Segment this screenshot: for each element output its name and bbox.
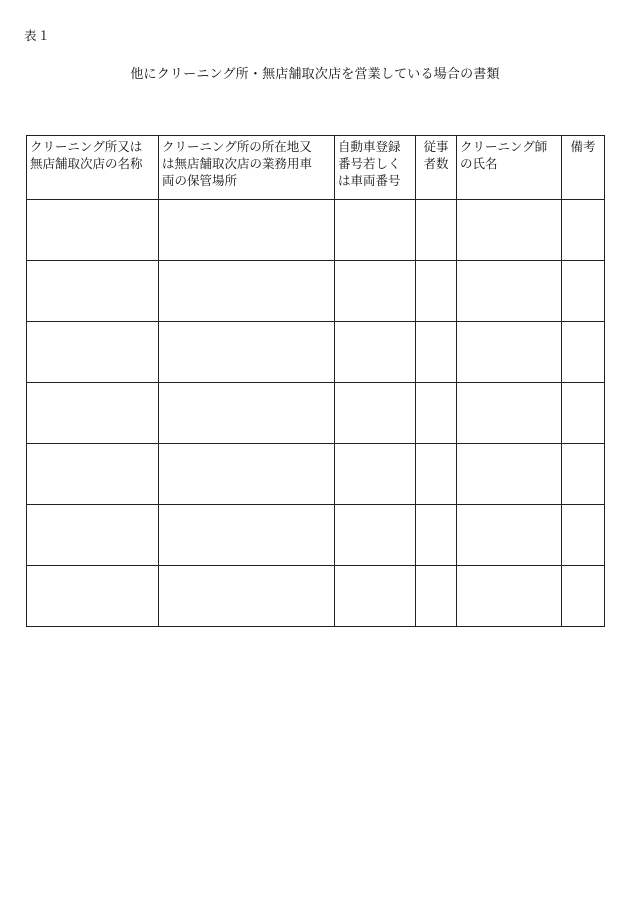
cell-staff-count bbox=[416, 444, 457, 505]
cell-location bbox=[159, 261, 335, 322]
cell-establishment-name bbox=[27, 444, 159, 505]
cell-staff-count bbox=[416, 505, 457, 566]
cell-vehicle-number bbox=[335, 261, 416, 322]
cell-cleaner-name bbox=[457, 200, 562, 261]
cell-establishment-name bbox=[27, 566, 159, 627]
cell-staff-count bbox=[416, 200, 457, 261]
header-establishment-name: クリーニング所又は 無店舗取次店の名称 bbox=[27, 136, 159, 200]
cell-staff-count bbox=[416, 322, 457, 383]
cell-remarks bbox=[562, 444, 605, 505]
cell-remarks bbox=[562, 261, 605, 322]
cell-staff-count bbox=[416, 383, 457, 444]
cell-vehicle-number bbox=[335, 505, 416, 566]
cell-remarks bbox=[562, 322, 605, 383]
table-header-row bbox=[27, 136, 605, 200]
cell-location bbox=[159, 566, 335, 627]
table-row bbox=[27, 200, 605, 261]
cell-location bbox=[159, 200, 335, 261]
header-cleaner-name: クリーニング師 の氏名 bbox=[457, 136, 562, 200]
table-row bbox=[27, 322, 605, 383]
cell-vehicle-number bbox=[335, 444, 416, 505]
cell-cleaner-name bbox=[457, 261, 562, 322]
cell-staff-count bbox=[416, 261, 457, 322]
cell-location bbox=[159, 444, 335, 505]
cell-location bbox=[159, 383, 335, 444]
cell-vehicle-number bbox=[335, 566, 416, 627]
cell-remarks bbox=[562, 505, 605, 566]
header-location: クリーニング所の所在地又 は無店舗取次店の業務用車 両の保管場所 bbox=[159, 136, 335, 200]
establishments-table bbox=[26, 135, 605, 627]
table-number-label: 表１ bbox=[24, 28, 52, 43]
cell-vehicle-number bbox=[335, 322, 416, 383]
table-row bbox=[27, 566, 605, 627]
cell-establishment-name bbox=[27, 505, 159, 566]
cell-cleaner-name bbox=[457, 505, 562, 566]
cell-location bbox=[159, 322, 335, 383]
cell-cleaner-name bbox=[457, 322, 562, 383]
header-remarks: 備考 bbox=[562, 136, 605, 200]
cell-staff-count bbox=[416, 566, 457, 627]
cell-establishment-name bbox=[27, 322, 159, 383]
cell-cleaner-name bbox=[457, 444, 562, 505]
page-title: 他にクリーニング所・無店舗取次店を営業している場合の書類 bbox=[130, 67, 500, 82]
cell-remarks bbox=[562, 566, 605, 627]
cell-remarks bbox=[562, 383, 605, 444]
cell-location bbox=[159, 505, 335, 566]
cell-cleaner-name bbox=[457, 383, 562, 444]
cell-cleaner-name bbox=[457, 566, 562, 627]
cell-vehicle-number bbox=[335, 383, 416, 444]
cell-vehicle-number bbox=[335, 200, 416, 261]
table-row bbox=[27, 444, 605, 505]
cell-remarks bbox=[562, 200, 605, 261]
cell-establishment-name bbox=[27, 383, 159, 444]
cell-establishment-name bbox=[27, 261, 159, 322]
table-row bbox=[27, 261, 605, 322]
table-row bbox=[27, 505, 605, 566]
header-staff-count: 従事 者数 bbox=[416, 136, 457, 200]
table-row bbox=[27, 383, 605, 444]
header-vehicle-number: 自動車登録 番号若しく は車両番号 bbox=[335, 136, 416, 200]
cell-establishment-name bbox=[27, 200, 159, 261]
